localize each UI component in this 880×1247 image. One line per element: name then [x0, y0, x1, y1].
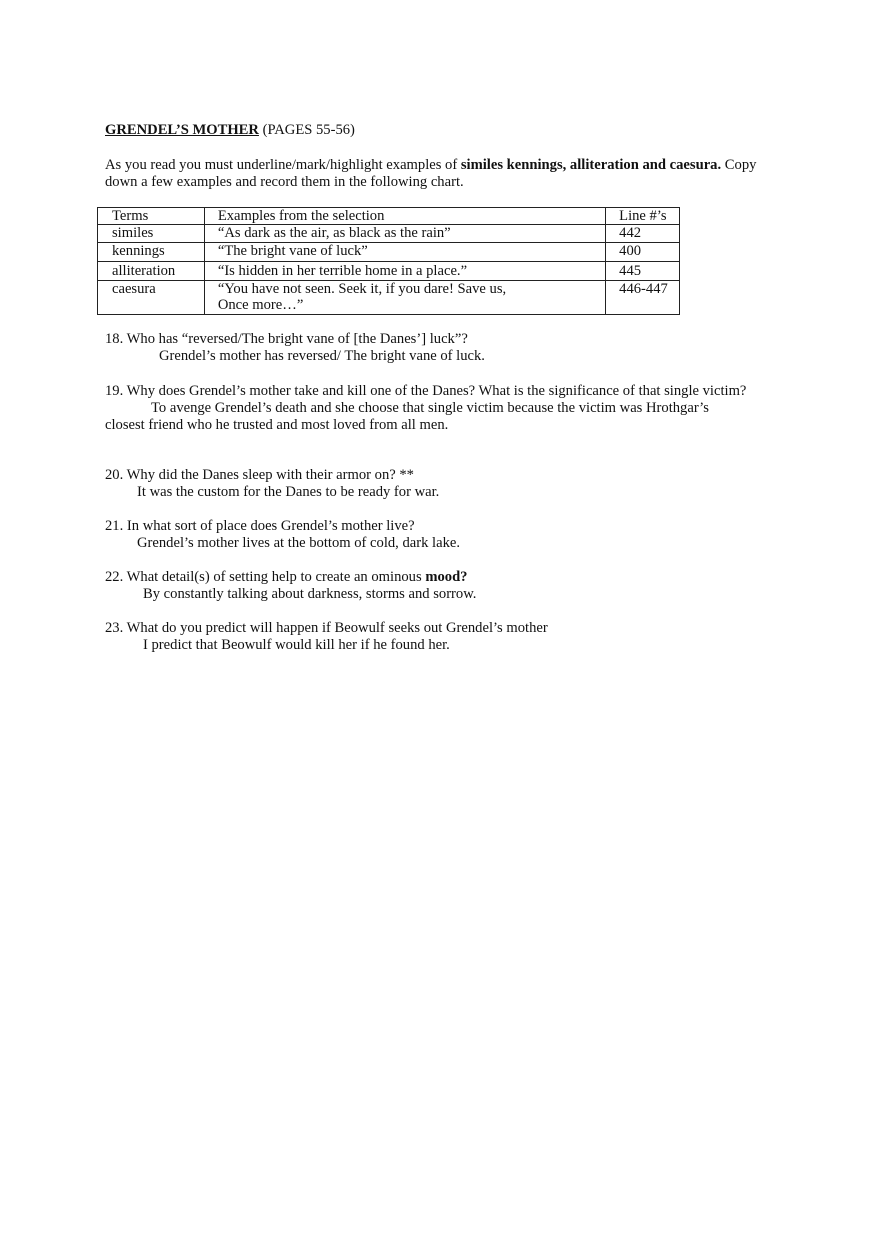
page-title	[105, 122, 355, 139]
title-pages: (PAGES 55-56)	[258, 122, 355, 138]
table-row	[98, 243, 680, 262]
question-18	[105, 331, 785, 365]
question-text-plain: 22. What detail(s) of setting help to create an ominous	[105, 569, 426, 585]
header-line-numbers: Line #’s	[606, 208, 680, 225]
question-text	[105, 569, 785, 586]
literary-devices-table	[97, 207, 680, 315]
instructions-text-1: As you read you must underline/mark/highlight examples of	[105, 157, 461, 173]
answer-text-continued: closest friend who he trusted and most loved from all men.	[105, 417, 449, 433]
question-19	[105, 383, 785, 434]
answer-text: By constantly talking about darkness, storms and sorrow.	[143, 586, 477, 602]
term-cell: similes	[98, 225, 205, 243]
line-cell: 445	[606, 262, 680, 281]
table-header-row	[98, 208, 680, 225]
answer-text: Grendel’s mother lives at the bottom of cold, dark lake.	[137, 535, 461, 551]
question-text: 23. What do you predict will happen if Beowulf seeks out Grendel’s mother	[105, 620, 548, 636]
question-20	[105, 467, 785, 501]
question-22	[105, 569, 785, 603]
answer-text: I predict that Beowulf would kill her if he found her.	[143, 637, 450, 653]
question-23	[105, 620, 785, 654]
answer-text: To avenge Grendel’s death and she choose that single victim because the victim was Hrothgar’s	[151, 400, 709, 416]
instructions	[105, 157, 785, 191]
term-cell: alliteration	[98, 262, 205, 281]
answer-text: It was the custom for the Danes to be ready for war.	[137, 484, 440, 500]
question-text: 18. Who has “reversed/The bright vane of [the Danes’] luck”?	[105, 331, 468, 347]
question-text: 19. Why does Grendel’s mother take and kill one of the Danes? What is the significance of that single victim?	[105, 383, 747, 399]
example-line-1: “You have not seen. Seek it, if you dare! Save us,	[217, 281, 507, 297]
answer-text: Grendel’s mother has reversed/ The bright vane of luck.	[159, 348, 485, 364]
example-cell: “Is hidden in her terrible home in a place.”	[204, 262, 605, 281]
example-cell: “The bright vane of luck”	[204, 243, 605, 262]
line-cell: 442	[606, 225, 680, 243]
question-text: 20. Why did the Danes sleep with their armor on? **	[105, 467, 414, 483]
example-cell	[204, 281, 605, 315]
example-cell: “As dark as the air, as black as the rain”	[204, 225, 605, 243]
line-cell: 446-447	[606, 281, 680, 315]
line-cell: 400	[606, 243, 680, 262]
question-text: 21. In what sort of place does Grendel’s mother live?	[105, 518, 415, 534]
table-row	[98, 262, 680, 281]
term-cell: kennings	[98, 243, 205, 262]
header-terms: Terms	[98, 208, 205, 225]
instructions-bold-terms: similes kennings, alliteration and caesura.	[460, 157, 722, 173]
example-line-2: Once more…”	[217, 297, 304, 313]
instructions-text-2: Copy down a few examples and record them in the following chart.	[105, 157, 757, 190]
term-cell: caesura	[98, 281, 205, 315]
table-row	[98, 225, 680, 243]
question-21	[105, 518, 785, 552]
title-main: GRENDEL’S MOTHER	[105, 122, 259, 138]
table-row	[98, 281, 680, 315]
question-text-bold: mood?	[425, 569, 468, 585]
header-examples: Examples from the selection	[204, 208, 605, 225]
